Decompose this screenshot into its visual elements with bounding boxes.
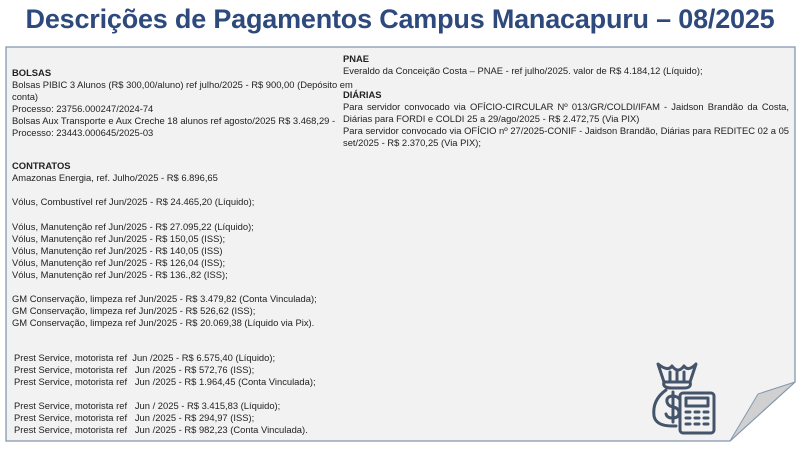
page-title: Descrições de Pagamentos Campus Manacapuru – 08/2025 xyxy=(25,4,775,34)
contract-line: Vólus, Manutenção ref Jun/2025 - R$ 27.095,22 (Líquido); xyxy=(12,221,254,232)
diarias-heading: DIÁRIAS xyxy=(343,89,382,100)
diarias-item: Para servidor convocado via OFÍCIO-CIRCULAR Nº 013/GR/COLDI/IFAM - Jaidson Brandão da Costa, Diárias para FORDI e COLDI 25 a 29/ago/2025 - R$ 2.472,75 (Via PIX) xyxy=(343,101,789,124)
bolsas-line: Processo: 23756.000247/2024-74 xyxy=(12,103,154,114)
contract-line: Prest Service, motorista ref Jun /2025 - R$ 6.575,40 (Líquido); xyxy=(14,352,276,363)
money-bag-calculator-icon xyxy=(650,360,730,440)
bolsas-heading: BOLSAS xyxy=(12,67,52,78)
contract-line: GM Conservação, limpeza ref Jun/2025 - R$ 20.069,38 (Líquido via Pix). xyxy=(12,317,315,328)
contract-line: Amazonas Energia, ref. Julho/2025 - R$ 6.896,65 xyxy=(12,172,218,183)
contract-line: GM Conservação, limpeza ref Jun/2025 - R$ 526,62 (ISS); xyxy=(12,305,256,316)
pnae-heading: PNAE xyxy=(343,53,370,64)
contratos-heading: CONTRATOS xyxy=(12,160,71,171)
contract-line: Vólus, Manutenção ref Jun/2025 - R$ 150,05 (ISS); xyxy=(12,233,226,244)
contract-line: Vólus, Manutenção ref Jun/2025 - R$ 140,05 (ISS) xyxy=(12,245,223,256)
contract-line: Prest Service, motorista ref Jun / 2025 - R$ 3.415,83 (Líquido); xyxy=(14,400,281,411)
bolsas-line: Processo: 23443.000645/2025-03 xyxy=(12,127,154,138)
pnae-line: Everaldo da Conceição Costa – PNAE - ref julho/2025. valor de R$ 4.184,12 (Líquido); xyxy=(343,65,703,76)
contract-line: Vólus, Combustível ref Jun/2025 - R$ 24.465,20 (Líquido); xyxy=(12,196,255,207)
bolsas-line: Bolsas PIBIC 3 Alunos (R$ 300,00/aluno) ref julho/2025 - R$ 900,00 (Depósito em xyxy=(12,79,353,90)
diarias-item: Para servidor convocado via OFÍCIO nº 27/2025-CONIF - Jaidson Brandão, Diárias para REDITEC 02 a 05 set/2025 - R$ 2.370,25 (Via PIX); xyxy=(343,125,789,148)
contract-line: Vólus, Manutenção ref Jun/2025 - R$ 136.,82 (ISS); xyxy=(12,269,228,280)
contract-line: Prest Service, motorista ref Jun /2025 - R$ 982,23 (Conta Vinculada). xyxy=(14,424,308,435)
bolsas-line: conta) xyxy=(12,91,39,102)
contract-line: Vólus, Manutenção ref Jun/2025 - R$ 126,04 (ISS); xyxy=(12,257,226,268)
contract-line: Prest Service, motorista ref Jun /2025 - R$ 1.964,45 (Conta Vinculada); xyxy=(14,376,316,387)
bolsas-line: Bolsas Aux Transporte e Aux Creche 18 alunos ref agosto/2025 R$ 3.468,29 - xyxy=(12,115,336,126)
contract-line: Prest Service, motorista ref Jun /2025 - R$ 294,97 (ISS); xyxy=(14,412,255,423)
contract-line: GM Conservação, limpeza ref Jun/2025 - R$ 3.479,82 (Conta Vinculada); xyxy=(12,293,317,304)
contract-line: Prest Service, motorista ref Jun /2025 - R$ 572,76 (ISS); xyxy=(14,364,255,375)
